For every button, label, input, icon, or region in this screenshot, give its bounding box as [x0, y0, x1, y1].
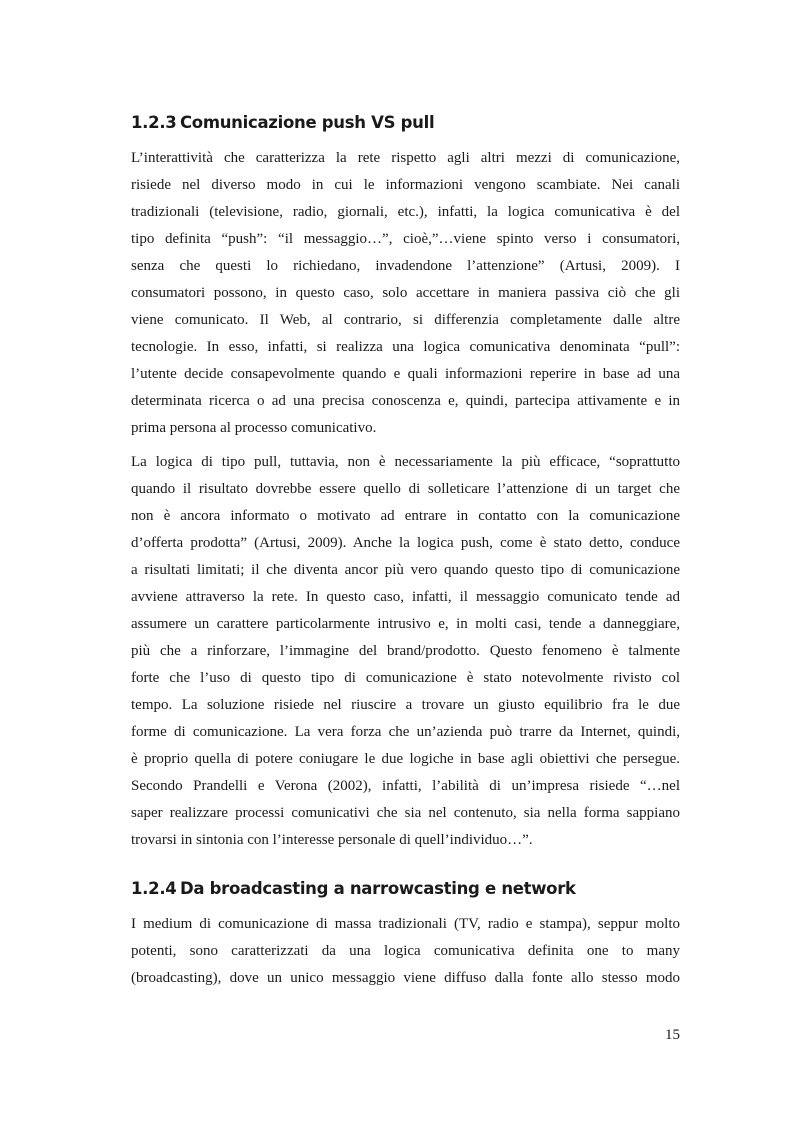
text-line: tipo definita “push”: “il messaggio…”, cioè,”…viene spinto verso i consumatori, [131, 231, 680, 247]
text-line: avviene attraverso la rete. In questo caso, infatti, il messaggio comunicato tende ad [131, 589, 680, 605]
section-title: Comunicazione push VS pull [180, 113, 435, 132]
paragraph-pull-logic [131, 449, 680, 854]
page-number: 15 [665, 1027, 680, 1043]
text-line: determinata ricerca o ad una precisa conoscenza e, quindi, partecipa attivamente e in [131, 393, 680, 409]
text-line: risiede nel diverso modo in cui le informazioni vengono scambiate. Nei canali [131, 177, 680, 193]
text-line: senza che questi lo richiedano, invadendone l’attenzione” (Artusi, 2009). I [131, 258, 680, 274]
text-line: non è ancora informato o motivato ad entrare in contatto con la comunicazione [131, 508, 680, 524]
text-line: d’offerta prodotta” (Artusi, 2009). Anche la logica push, come è stato detto, conduce [131, 535, 680, 551]
section-heading-1-2-4 [131, 879, 576, 898]
text-line: L’interattività che caratterizza la rete rispetto agli altri mezzi di comunicazione, [131, 150, 680, 166]
section-title: Da broadcasting a narrowcasting e network [180, 879, 576, 898]
text-line: assumere un carattere particolarmente intrusivo e, in molti casi, tende a danneggiare, [131, 616, 680, 632]
text-line: (broadcasting), dove un unico messaggio viene diffuso dalla fonte allo stesso modo [131, 970, 680, 986]
text-line: a risultati limitati; il che diventa ancor più vero quando questo tipo di comunicazione [131, 562, 680, 578]
text-line: forte che l’uso di questo tipo di comunicazione è stato notevolmente rivisto col [131, 670, 680, 686]
text-line: prima persona al processo comunicativo. [131, 420, 377, 436]
text-line: tradizionali (televisione, radio, giornali, etc.), infatti, la logica comunicativa è del [131, 204, 680, 220]
text-line: trovarsi in sintonia con l’interesse personale di quell’individuo…”. [131, 832, 533, 848]
text-line: Secondo Prandelli e Verona (2002), infatti, l’abilità di un’impresa risiede “…nel [131, 778, 680, 794]
section-number: 1.2.3 [131, 113, 177, 132]
text-line: saper realizzare processi comunicativi che sia nel contenuto, sia nella forma sappiano [131, 805, 680, 821]
section-number: 1.2.4 [131, 879, 177, 898]
text-line: è proprio quella di potere coniugare le due logiche in base agli obiettivi che persegue. [131, 751, 680, 767]
text-line: consumatori possono, in questo caso, solo accettare in maniera passiva ciò che gli [131, 285, 680, 301]
text-line: l’utente decide consapevolmente quando e quali informazioni reperire in base ad una [131, 366, 680, 382]
text-line: viene comunicato. Il Web, al contrario, si differenzia completamente dalle altre [131, 312, 680, 328]
text-line: potenti, sono caratterizzati da una logica comunicativa definita one to many [131, 943, 680, 959]
section-heading-1-2-3 [131, 113, 434, 132]
text-line: I medium di comunicazione di massa tradizionali (TV, radio e stampa), seppur molto [131, 916, 680, 932]
text-line: forme di comunicazione. La vera forza che un’azienda può trarre da Internet, quindi, [131, 724, 680, 740]
paragraph-broadcasting [131, 911, 680, 992]
text-line: tecnologie. In esso, infatti, si realizza una logica comunicativa denominata “pull”: [131, 339, 680, 355]
text-line: tempo. La soluzione risiede nel riuscire a trovare un giusto equilibrio fra le due [131, 697, 680, 713]
text-line: quando il risultato dovrebbe essere quello di solleticare l’attenzione di un target che [131, 481, 680, 497]
text-line: più che a rinforzare, l’immagine del brand/prodotto. Questo fenomeno è talmente [131, 643, 680, 659]
paragraph-push-pull-intro [131, 145, 680, 442]
text-line: La logica di tipo pull, tuttavia, non è necessariamente la più efficace, “soprattutto [131, 454, 680, 470]
